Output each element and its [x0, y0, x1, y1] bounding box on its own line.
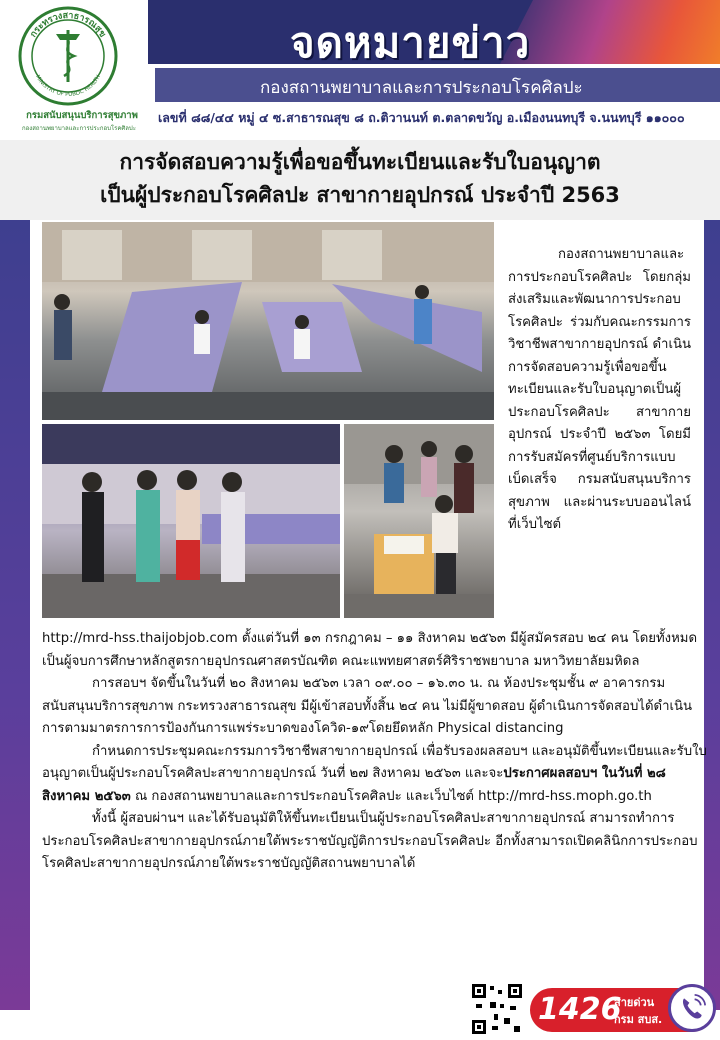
paragraph-exam: การสอบฯ จัดขึ้นในวันที่ ๒๐ สิงหาคม ๒๕๖๓ เวลา ๐๙.๐๐ – ๑๖.๓๐ น. ณ ห้องประชุมชั้น ๙ อาคารกรมสนับสนุนบริการสุขภาพ กระทรวงสาธารณสุข มีผู้เข้าสอบทั้งสิ้น ๒๔ คน ไม่มีผู้ขาดสอบ ผู้ดำเนินการจัดสอบได้ดำเนินการตามมาตรการการป้องกันการแพร่ระบาดของโควิด-๑๙โดยยึดหลัก Physical distancing: [42, 676, 693, 736]
ballot-box-photo: [344, 424, 494, 618]
hotline-number: 1426: [538, 992, 622, 1027]
headline-line-1: การจัดสอบความรู้เพื่อขอขึ้นทะเบียนและรับใบอนุญาต: [119, 150, 601, 174]
hotline-label: สายด่วน: [614, 996, 655, 1009]
announcement-website: ณ กองสถานพยาบาลและการประกอบโรคศิลปะ และเว็บไซต์ http://mrd-hss.moph.go.th: [130, 788, 652, 804]
paragraph-announcement: [42, 741, 712, 809]
ministry-logo-icon: [18, 6, 118, 106]
left-decor-stripe: [0, 220, 30, 1010]
right-decor-stripe: [704, 220, 720, 1010]
logo-ring-text: กระทรวงสาธารณสุข: [28, 10, 108, 40]
intro-column: [508, 244, 691, 537]
intro-paragraph: กองสถานพยาบาลและการประกอบโรคศิลปะ โดยกลุ่มส่งเสริมและพัฒนาการประกอบโรคศิลปะ ร่วมกับคณะกรรมการวิชาชีพสาขากายอุปกรณ์ ดำเนินการจัดสอบความรู้เพื่อขอขึ้นทะเบียนและรับใบอนุญาตเป็นผู้ประกอบโรคศิลปะ สาขากายอุปกรณ์ ประจำปี ๒๕๖๓ โดยมีการรับสมัครที่ศูนย์บริการแบบเบ็ดเสร็จ กรมสนับสนุนบริการสุขภาพ และผ่านระบบออนไลน์ ที่เว็บไซต์: [508, 247, 691, 532]
headline: [20, 146, 700, 212]
newsletter-header: [0, 0, 720, 140]
qr-code-icon: [470, 982, 524, 1036]
division-name: กองสถานพยาบาลและการประกอบโรคศิลปะ: [260, 78, 583, 98]
group-photo: [42, 424, 340, 618]
logo-caption-small: กองสถานพยาบาลและการประกอบโรคศิลปะ: [22, 125, 136, 132]
announcement-text: กำหนดการประชุมคณะกรรมการวิชาชีพสาขากายอุปกรณ์ เพื่อรับรองผลสอบฯ และอนุมัติขึ้นทะเบียนและรับใบอนุญาตเป็นผู้ประกอบโรคศิลปะสาขากายอุปกรณ์ วันที่ ๒๗ สิงหาคม ๒๕๖๓ และจะ: [42, 743, 707, 781]
headline-line-2: เป็นผู้ประกอบโรคศิลปะ สาขากายอุปกรณ์ ประจำปี 2563: [100, 183, 620, 207]
announcement-date: ประกาศผลสอบฯ ในวันที่ ๒๘ สิงหาคม ๒๕๖๓: [42, 766, 666, 804]
newsletter-title: จดหมายข่าว: [290, 18, 531, 67]
hotline-org: กรม สบส.: [614, 1013, 663, 1026]
body-text: [42, 628, 712, 876]
exam-room-photo: [42, 222, 494, 420]
header-gradient: [500, 0, 720, 64]
paragraph-licensing: ทั้งนี้ ผู้สอบผ่านฯ และได้รับอนุมัติให้ขึ้นทะเบียนเป็นผู้ประกอบโรคศิลปะสาขากายอุปกรณ์ สามารถทำการประกอบโรคศิลปะสาขากายอุปกรณ์ภายใต้พระราชบัญญัติการประกอบโรคศิลปะ อีกทั้งสามารถเปิดคลินิกการประกอบโรคศิลปะสาขากายอุปกรณ์ภายใต้พระราชบัญญัติสถานพยาบาลได้: [42, 811, 698, 871]
phone-icon: [668, 984, 716, 1032]
address-line: เลขที่ ๘๘/๔๔ หมู่ ๔ ซ.สาธารณสุข ๘ ถ.ติวานนท์ ต.ตลาดขวัญ อ.เมืองนนทบุรี จ.นนทบุรี ๑๑๐๐๐: [158, 110, 685, 125]
logo-caption: กรมสนับสนุนบริการสุขภาพ: [26, 110, 138, 121]
paragraph-registration: http://mrd-hss.thaijobjob.com ตั้งแต่วันที่ ๑๓ กรกฎาคม – ๑๑ สิงหาคม ๒๕๖๓ มีผู้สมัครสอบ ๒๔ คน โดยทั้งหมดเป็นผู้จบการศึกษาหลักสูตรกายอุปกรณศาสตรบัณฑิต คณะแพทยศาสตร์ศิริราชพยาบาล มหาวิทยาลัยมหิดล: [42, 631, 698, 669]
logo-ring-text-en: MINISTRY OF PUBLIC HEALTH: [34, 74, 102, 99]
